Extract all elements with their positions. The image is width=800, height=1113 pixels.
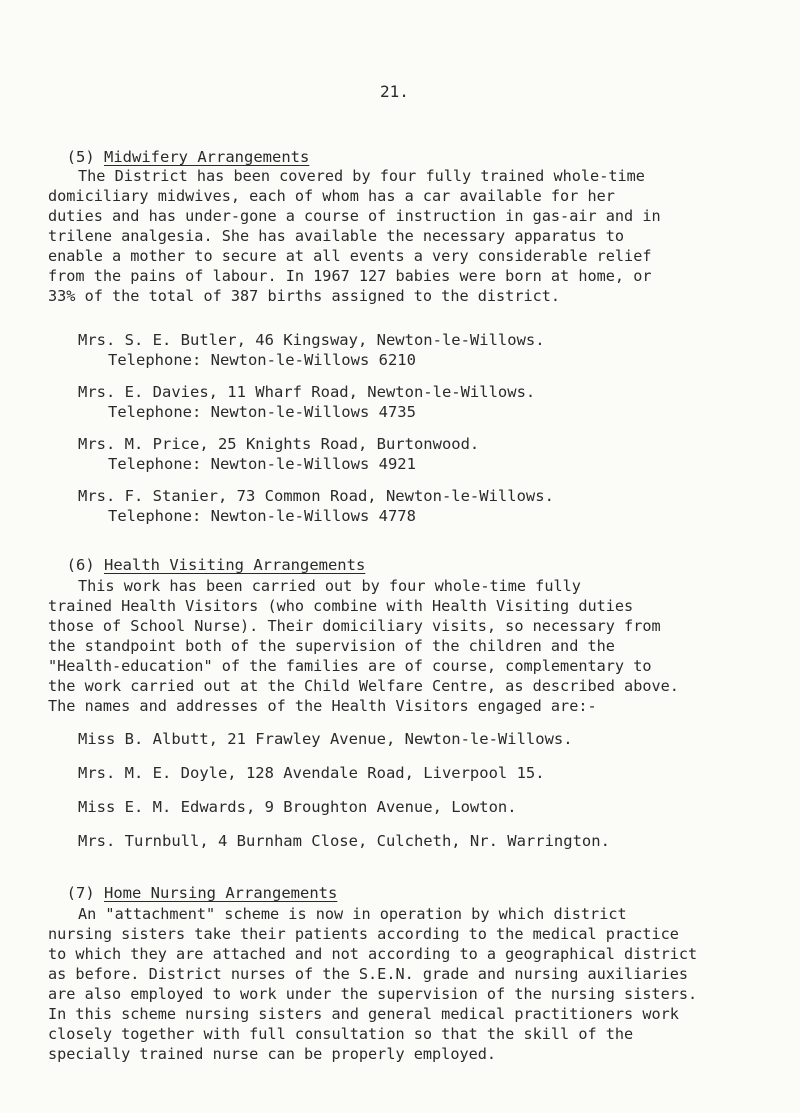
paragraph-line: the standpoint both of the supervision of the children and the (48, 637, 615, 655)
section-5-number: (5) (66, 148, 95, 166)
paragraph-line: The names and addresses of the Health Visitors engaged are:- (48, 697, 597, 715)
paragraph-line: 33% of the total of 387 births assigned to the district. (48, 287, 561, 305)
health-visitor: Mrs. Turnbull, 4 Burnham Close, Culcheth, Nr. Warrington. (78, 832, 610, 850)
health-visitor: Mrs. M. E. Doyle, 128 Avendale Road, Liverpool 15. (78, 764, 545, 782)
paragraph-line: trilene analgesia. She has available the necessary apparatus to (48, 227, 625, 245)
paragraph-line: enable a mother to secure at all events a very considerable relief (48, 247, 652, 265)
paragraph-line: nursing sisters take their patients according to the medical practice (48, 925, 679, 943)
contact-address: Mrs. F. Stanier, 73 Common Road, Newton-le-Willows. (78, 487, 554, 505)
section-6-number: (6) (66, 556, 95, 574)
paragraph-line: from the pains of labour. In 1967 127 babies were born at home, or (48, 267, 652, 285)
paragraph-line: duties and has under-gone a course of instruction in gas-air and in (48, 207, 661, 225)
paragraph-line: the work carried out at the Child Welfare Centre, as described above. (48, 677, 679, 695)
paragraph-line: are also employed to work under the supervision of the nursing sisters. (48, 985, 698, 1003)
paragraph-line: domiciliary midwives, each of whom has a car available for her (48, 187, 615, 205)
contact-address: Mrs. S. E. Butler, 46 Kingsway, Newton-le-Willows. (78, 331, 545, 349)
contact-telephone: Telephone: Newton-le-Willows 4778 (108, 507, 416, 525)
paragraph-line: trained Health Visitors (who combine with Health Visiting duties (48, 597, 634, 615)
section-6-heading (48, 538, 365, 574)
contact-telephone: Telephone: Newton-le-Willows 4735 (108, 403, 416, 421)
paragraph-line: The District has been covered by four fully trained whole-time (78, 167, 645, 185)
paragraph-line: An "attachment" scheme is now in operation by which district (78, 905, 627, 923)
contact-telephone: Telephone: Newton-le-Willows 6210 (108, 351, 416, 369)
paragraph-line: In this scheme nursing sisters and general medical practitioners work (48, 1005, 679, 1023)
section-7-number: (7) (66, 884, 95, 902)
contact-address: Mrs. E. Davies, 11 Wharf Road, Newton-le-Willows. (78, 383, 536, 401)
paragraph-line: specially trained nurse can be properly employed. (48, 1045, 497, 1063)
paragraph-line: closely together with full consultation so that the skill of the (48, 1025, 634, 1043)
paragraph-line: those of School Nurse). Their domiciliary visits, so necessary from (48, 617, 661, 635)
paragraph-line: This work has been carried out by four whole-time fully (78, 577, 581, 595)
paragraph-line: "Health-education" of the families are of course, complementary to (48, 657, 652, 675)
section-6-title: Health Visiting Arrangements (104, 556, 366, 574)
paragraph-line: as before. District nurses of the S.E.N. grade and nursing auxiliaries (48, 965, 689, 983)
section-5-title: Midwifery Arrangements (104, 148, 310, 166)
page-number: 21. (380, 82, 409, 101)
section-5-heading (48, 130, 309, 166)
health-visitor: Miss B. Albutt, 21 Frawley Avenue, Newton-le-Willows. (78, 730, 573, 748)
health-visitor: Miss E. M. Edwards, 9 Broughton Avenue, Lowton. (78, 798, 517, 816)
section-7-heading (48, 866, 337, 902)
contact-address: Mrs. M. Price, 25 Knights Road, Burtonwood. (78, 435, 480, 453)
section-7-title: Home Nursing Arrangements (104, 884, 338, 902)
contact-telephone: Telephone: Newton-le-Willows 4921 (108, 455, 416, 473)
paragraph-line: to which they are attached and not according to a geographical district (48, 945, 698, 963)
